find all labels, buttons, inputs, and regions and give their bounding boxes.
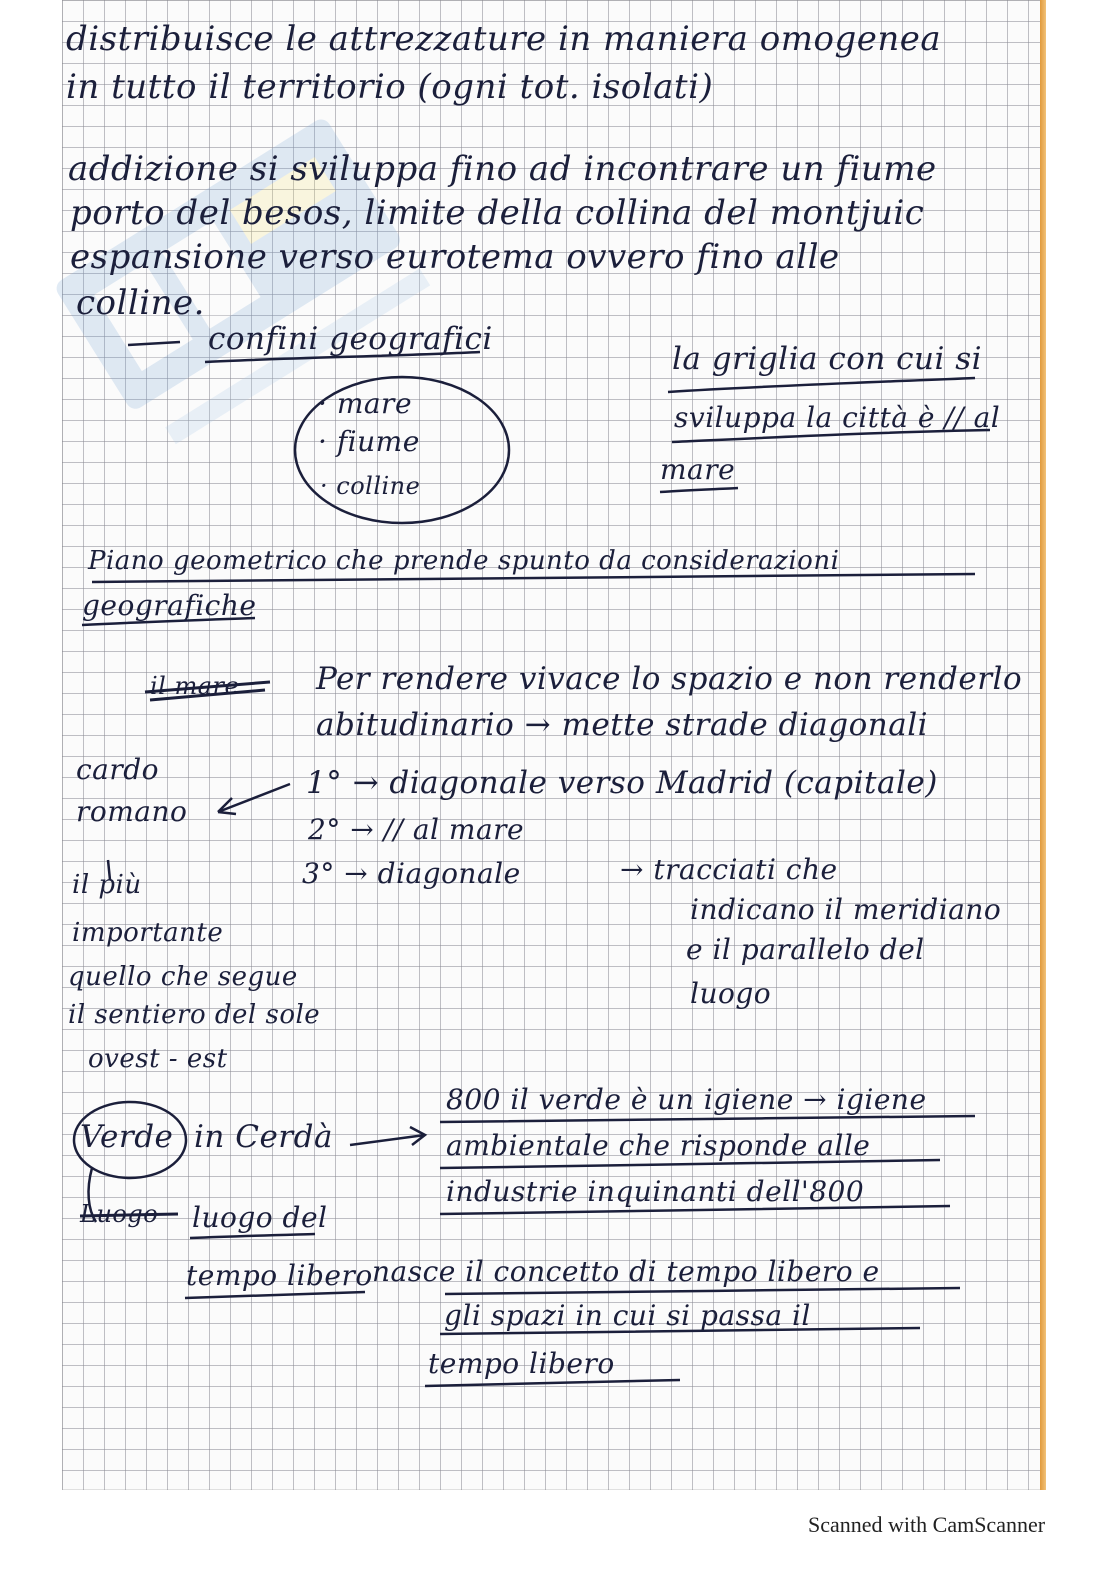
note-line: nasce il concetto di tempo libero e bbox=[372, 1255, 880, 1288]
note-line: espansione verso eurotema ovvero fino alle bbox=[70, 237, 840, 277]
note-line: porto del besos, limite della collina del montjuic bbox=[70, 193, 925, 233]
note-line: 3° → diagonale bbox=[302, 857, 521, 890]
note-line: ambientale che risponde alle bbox=[446, 1129, 871, 1162]
confini-item: · mare bbox=[318, 387, 413, 420]
note-line: mare bbox=[660, 453, 736, 486]
note-line: cardo bbox=[76, 753, 160, 786]
underline-griglia-3 bbox=[660, 488, 738, 492]
arrow-cardo-romano bbox=[218, 784, 290, 812]
note-line: 2° → // al mare bbox=[308, 813, 525, 846]
arrow-confini bbox=[128, 342, 180, 345]
confini-title: confini geografici bbox=[208, 321, 493, 357]
note-line: in tutto il territorio (ogni tot. isolati) bbox=[66, 67, 714, 107]
note-line: 1° → diagonale verso Madrid (capitale) bbox=[306, 765, 938, 801]
note-line: ovest - est bbox=[88, 1044, 228, 1074]
confini-item: · colline bbox=[320, 472, 421, 500]
note-line: addizione si sviluppa fino ad incontrare un fiume bbox=[68, 149, 937, 189]
note-line: → tracciati che bbox=[620, 853, 838, 886]
note-line: colline. bbox=[76, 283, 205, 323]
struck-word: il mare bbox=[150, 672, 240, 700]
note-line: importante bbox=[72, 918, 224, 948]
confini-item-text: fiume bbox=[336, 425, 420, 458]
underline-tempo-libero bbox=[185, 1292, 365, 1298]
note-line: romano bbox=[76, 795, 188, 828]
confini-item-text: mare bbox=[336, 387, 413, 420]
note-line: distribuisce le attrezzature in maniera omogenea bbox=[66, 19, 942, 59]
note-line: il più bbox=[72, 870, 142, 900]
underline-luogo bbox=[190, 1234, 315, 1238]
confini-item: · fiume bbox=[318, 425, 420, 458]
note-line: sviluppa la città è // al bbox=[674, 401, 1001, 434]
struck-word: Luogo bbox=[80, 1200, 159, 1228]
note-line: tempo libero bbox=[186, 1259, 373, 1292]
underline-griglia-1 bbox=[668, 378, 975, 392]
note-line: luogo del bbox=[192, 1201, 328, 1234]
scanner-footer: Scanned with CamScanner bbox=[808, 1512, 1046, 1537]
underline-tempo-1 bbox=[445, 1288, 960, 1294]
note-line: quello che segue bbox=[68, 962, 298, 992]
arrow-verde bbox=[350, 1127, 425, 1145]
note-line: industrie inquinanti dell'800 bbox=[446, 1175, 865, 1208]
note-line: e il parallelo del bbox=[686, 933, 925, 966]
confini-item-text: colline bbox=[336, 472, 421, 500]
note-line: il sentiero del sole bbox=[68, 1000, 321, 1030]
note-line: 800 il verde è un igiene → igiene bbox=[446, 1083, 927, 1116]
note-line: Per rendere vivace lo spazio e non renderlo bbox=[316, 661, 1023, 697]
note-line: tempo libero bbox=[428, 1347, 615, 1380]
note-line: indicano il meridiano bbox=[690, 893, 1002, 926]
underline-verde-1 bbox=[440, 1116, 975, 1122]
note-line: geografiche bbox=[82, 589, 257, 622]
note-line: Piano geometrico che prende spunto da considerazioni bbox=[88, 546, 840, 576]
note-line: abitudinario → mette strade diagonali bbox=[316, 707, 929, 743]
note-line: la griglia con cui si bbox=[672, 341, 983, 377]
note-line: gli spazi in cui si passa il bbox=[444, 1299, 811, 1332]
underline-tempo-3 bbox=[425, 1380, 680, 1386]
note-line: in Cerdà bbox=[194, 1119, 333, 1155]
verde-word: Verde bbox=[80, 1119, 174, 1155]
note-line: luogo bbox=[690, 977, 772, 1010]
